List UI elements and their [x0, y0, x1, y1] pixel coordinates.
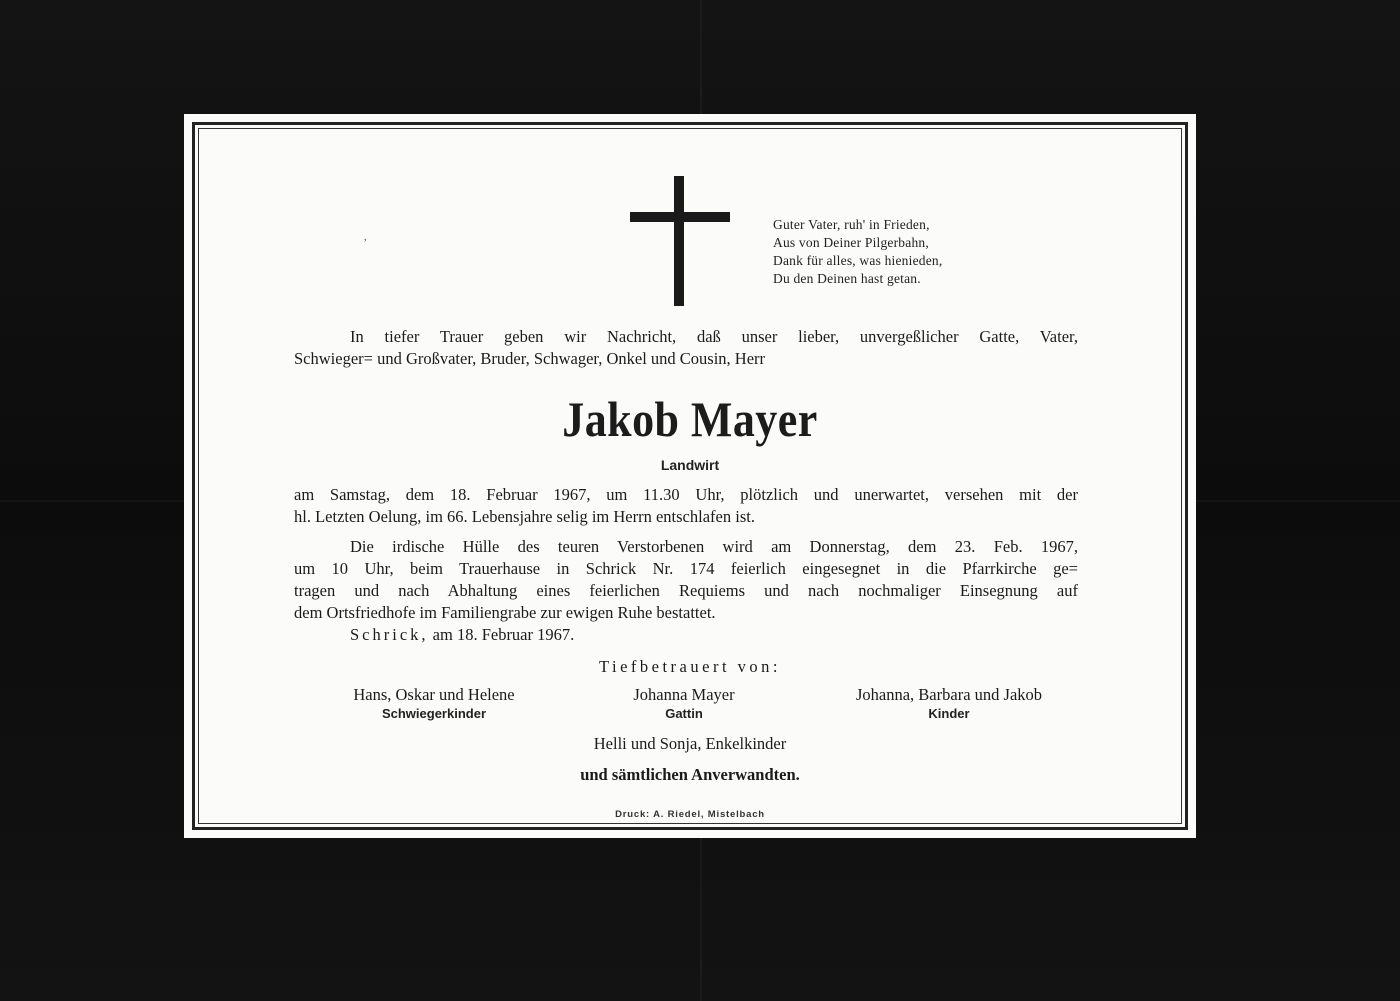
ink-speck: ,: [364, 232, 367, 243]
verse-line: Guter Vater, ruh' in Frieden,: [773, 217, 930, 232]
mourned-by-heading: Tiefbetrauert von:: [599, 657, 781, 676]
memorial-verse: [773, 216, 1033, 288]
death-notice: [294, 484, 1078, 528]
intro-line: In tiefer Trauer geben wir Nachricht, daß unser lieber, unvergeßlicher Gatte, Vater,: [350, 327, 1078, 346]
printer-credit: Druck: A. Riedel, Mistelbach: [615, 809, 765, 820]
death-line: am Samstag, dem 18. Februar 1967, um 11.30 Uhr, plötzlich und unerwartet, versehen mit der: [294, 485, 1078, 504]
mourner-group: [314, 684, 554, 722]
mourner-group: [804, 684, 1094, 722]
mourner-names: Johanna, Barbara und Jakob: [855, 685, 1043, 704]
verse-line: Du den Deinen hast getan.: [773, 271, 921, 286]
verse-line: Dank für alles, was hienieden,: [773, 253, 943, 268]
announcement-intro: [294, 326, 1078, 370]
funeral-notice: [294, 536, 1078, 624]
mourner-group: [564, 684, 804, 722]
cross-icon: [630, 176, 730, 306]
grandchildren-line: Helli und Sonja, Enkelkinder: [593, 734, 787, 753]
intro-line: Schwieger= und Großvater, Bruder, Schwager, Onkel und Cousin, Herr: [294, 349, 766, 368]
mourner-relation: Gattin: [665, 706, 703, 721]
death-line: hl. Letzten Oelung, im 66. Lebensjahre selig im Herrn entschlafen ist.: [294, 507, 755, 526]
obituary-card: [184, 114, 1196, 838]
deceased-name: Jakob Mayer: [562, 391, 818, 447]
mourner-names: Hans, Oskar und Helene: [353, 685, 515, 704]
relatives-line: und sämtlichen Anverwandten.: [580, 765, 800, 784]
verse-line: Aus von Deiner Pilgerbahn,: [773, 235, 929, 250]
funeral-line: dem Ortsfriedhofe im Familiengrabe zur ewigen Ruhe bestattet.: [294, 603, 716, 622]
mourner-relation: Kinder: [928, 706, 970, 721]
deceased-occupation: Landwirt: [660, 457, 720, 473]
mourner-names: Johanna Mayer: [633, 685, 735, 704]
place-town: Schrick,: [350, 625, 429, 644]
funeral-line: Die irdische Hülle des teuren Verstorbenen wird am Donnerstag, dem 23. Feb. 1967,: [350, 537, 1078, 556]
place-date: am 18. Februar 1967.: [432, 625, 575, 644]
funeral-line: um 10 Uhr, beim Trauerhause in Schrick Nr. 174 feierlich eingesegnet in die Pfarrkirche ge=: [294, 559, 1078, 578]
mourner-relation: Schwiegerkinder: [381, 706, 487, 721]
place-and-date: [350, 624, 574, 646]
funeral-line: tragen und nach Abhaltung eines feierlichen Requiems und nach nochmaliger Einsegnung auf: [294, 581, 1078, 600]
